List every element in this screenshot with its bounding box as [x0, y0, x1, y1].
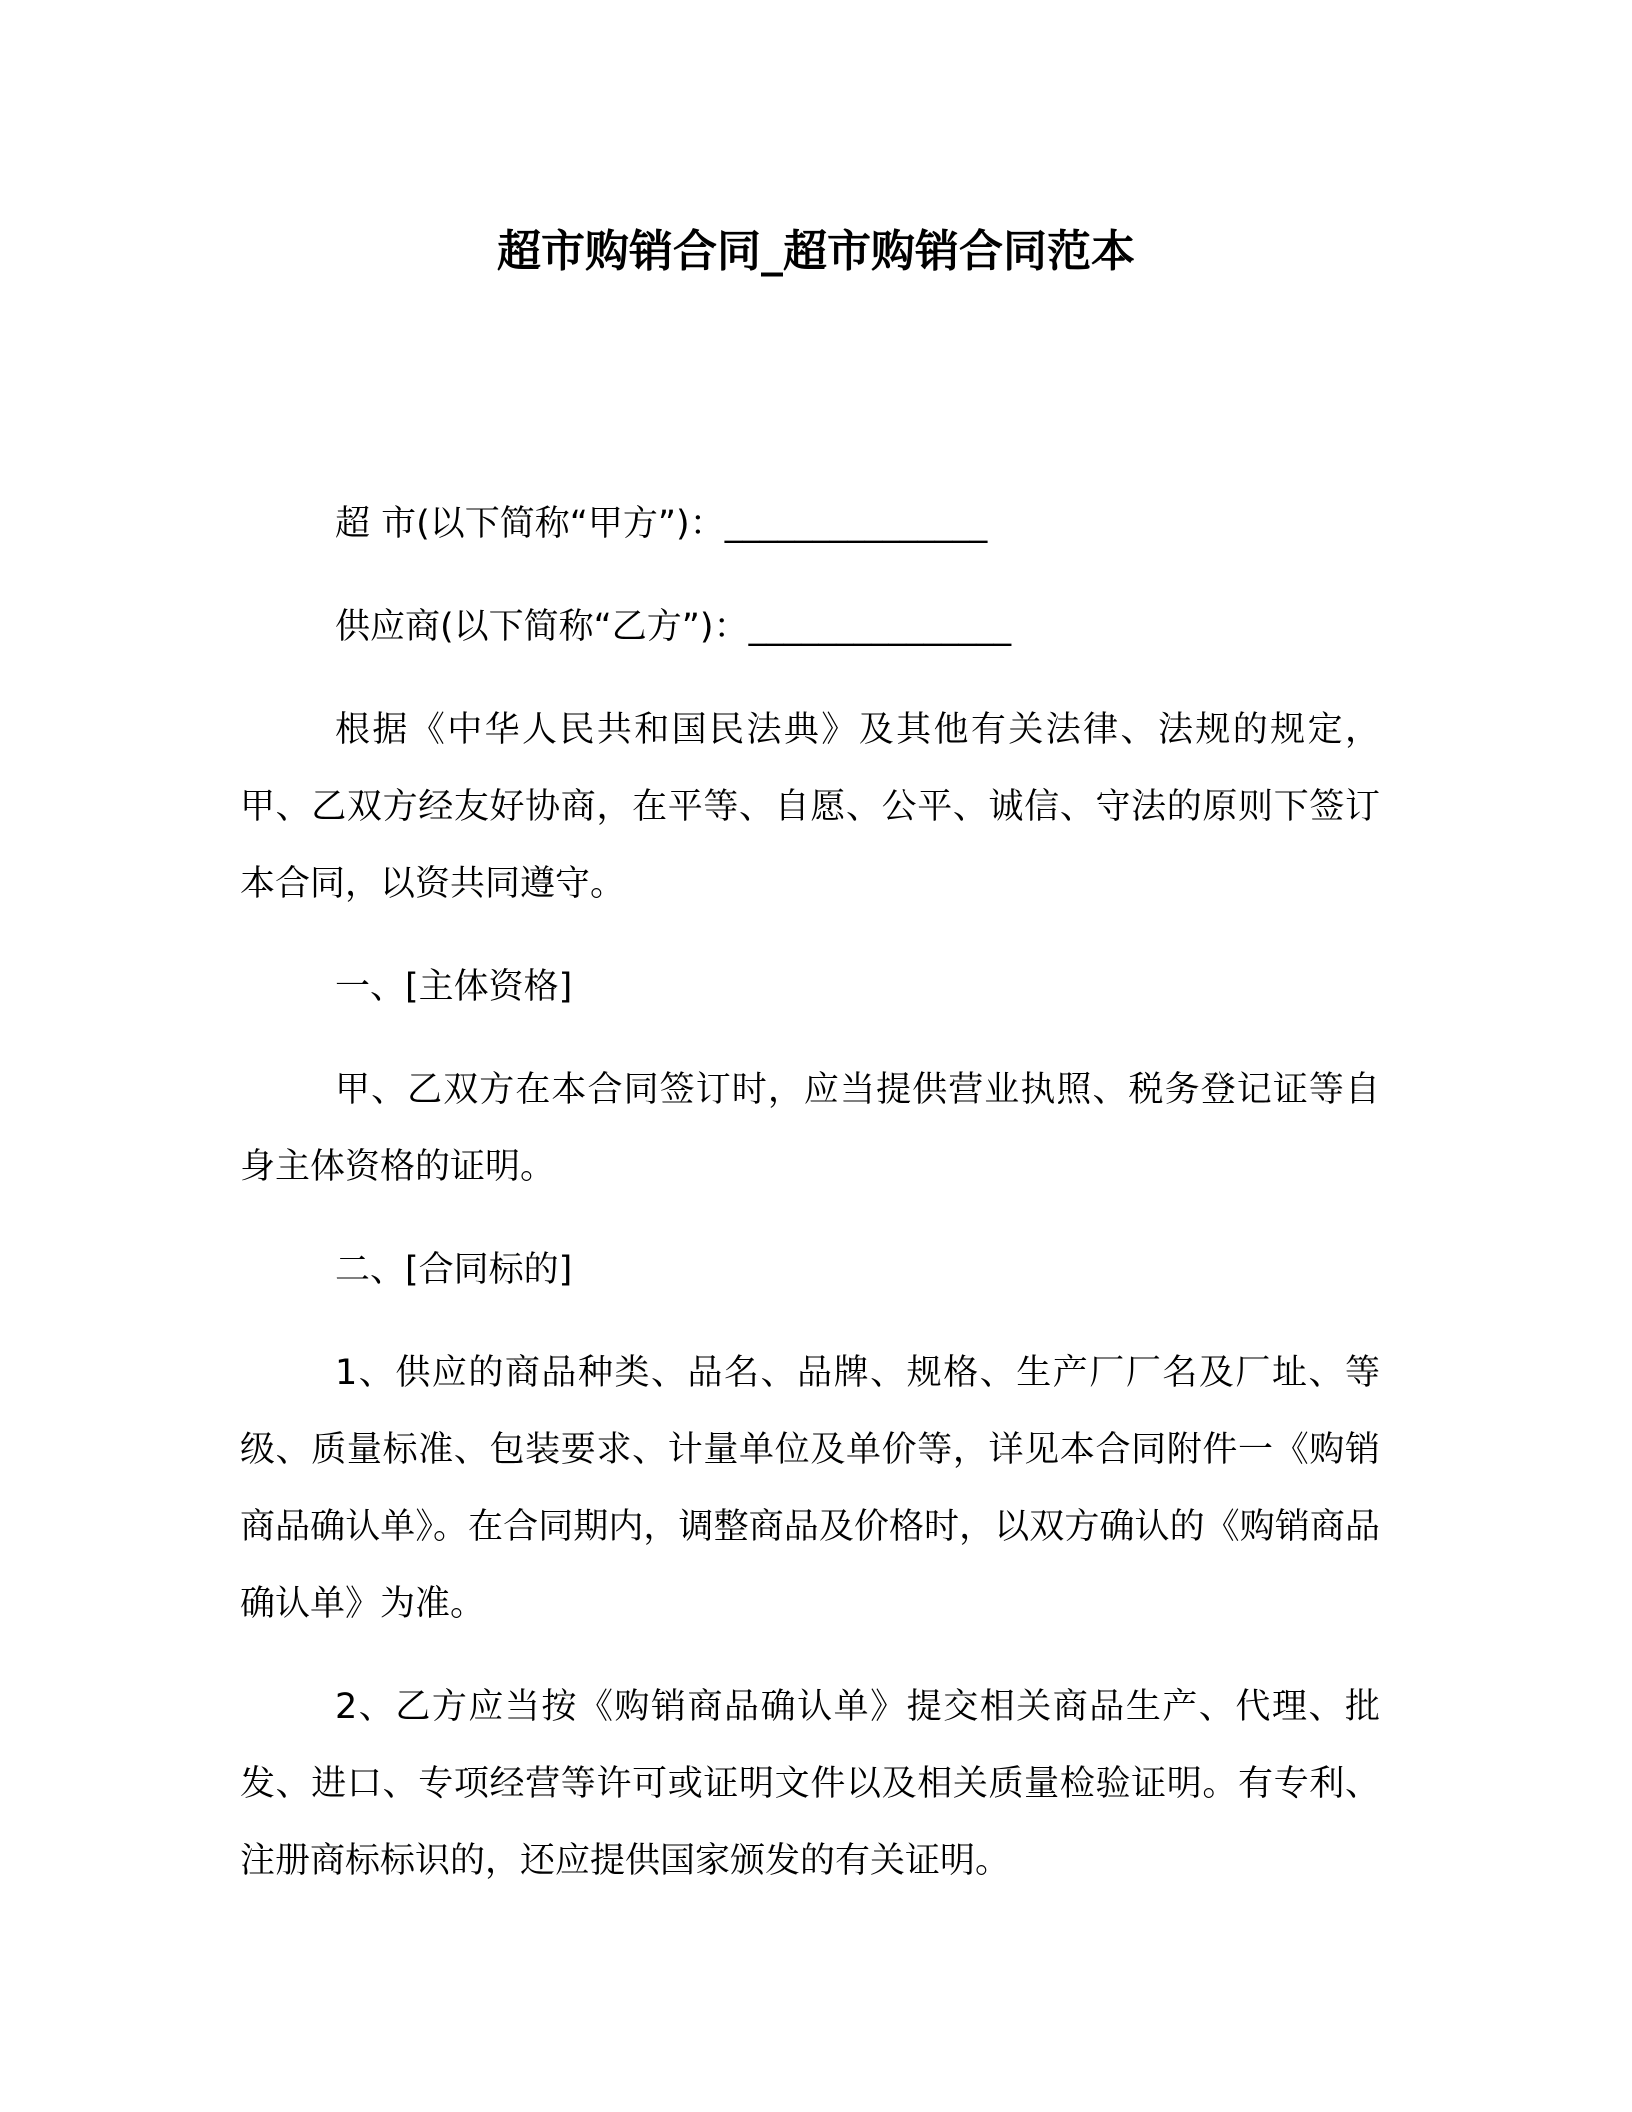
- preamble-paragraph: 根据《中华人民共和国民法典》及其他有关法律、法规的规定，甲、乙双方经友好协商，在平等、自愿、公平、诚信、守法的原则下签订本合同，以资共同遵守。: [240, 710, 1380, 904]
- section-heading-2: 二、[合同标的]: [335, 1250, 573, 1290]
- section-2-clause-2: 2、乙方应当按《购销商品确认单》提交相关商品生产、代理、批发、进口、专项经营等许可或证明文件以及相关质量检验证明。有专利、注册商标标识的，还应提供国家颁发的有关证明。: [240, 1687, 1380, 1881]
- document-title: 超市购销合同_超市购销合同范本: [497, 226, 1135, 277]
- party-b-line: 供应商(以下简称“乙方”)：_______________: [335, 607, 1012, 647]
- party-a-line: 超 市(以下简称“甲方”)：_______________: [335, 504, 988, 544]
- section-heading-1: 一、[主体资格]: [335, 967, 573, 1007]
- section-1-paragraph: 甲、乙双方在本合同签订时，应当提供营业执照、税务登记证等自身主体资格的证明。: [240, 1070, 1380, 1187]
- section-2-clause-1: 1、供应的商品种类、品名、品牌、规格、生产厂厂名及厂址、等级、质量标准、包装要求、计量单位及单价等，详见本合同附件一《购销商品确认单》。在合同期内，调整商品及价格时，以双方确认的《购销商品确认单》为准。: [240, 1353, 1380, 1624]
- document-body: [240, 486, 1380, 1926]
